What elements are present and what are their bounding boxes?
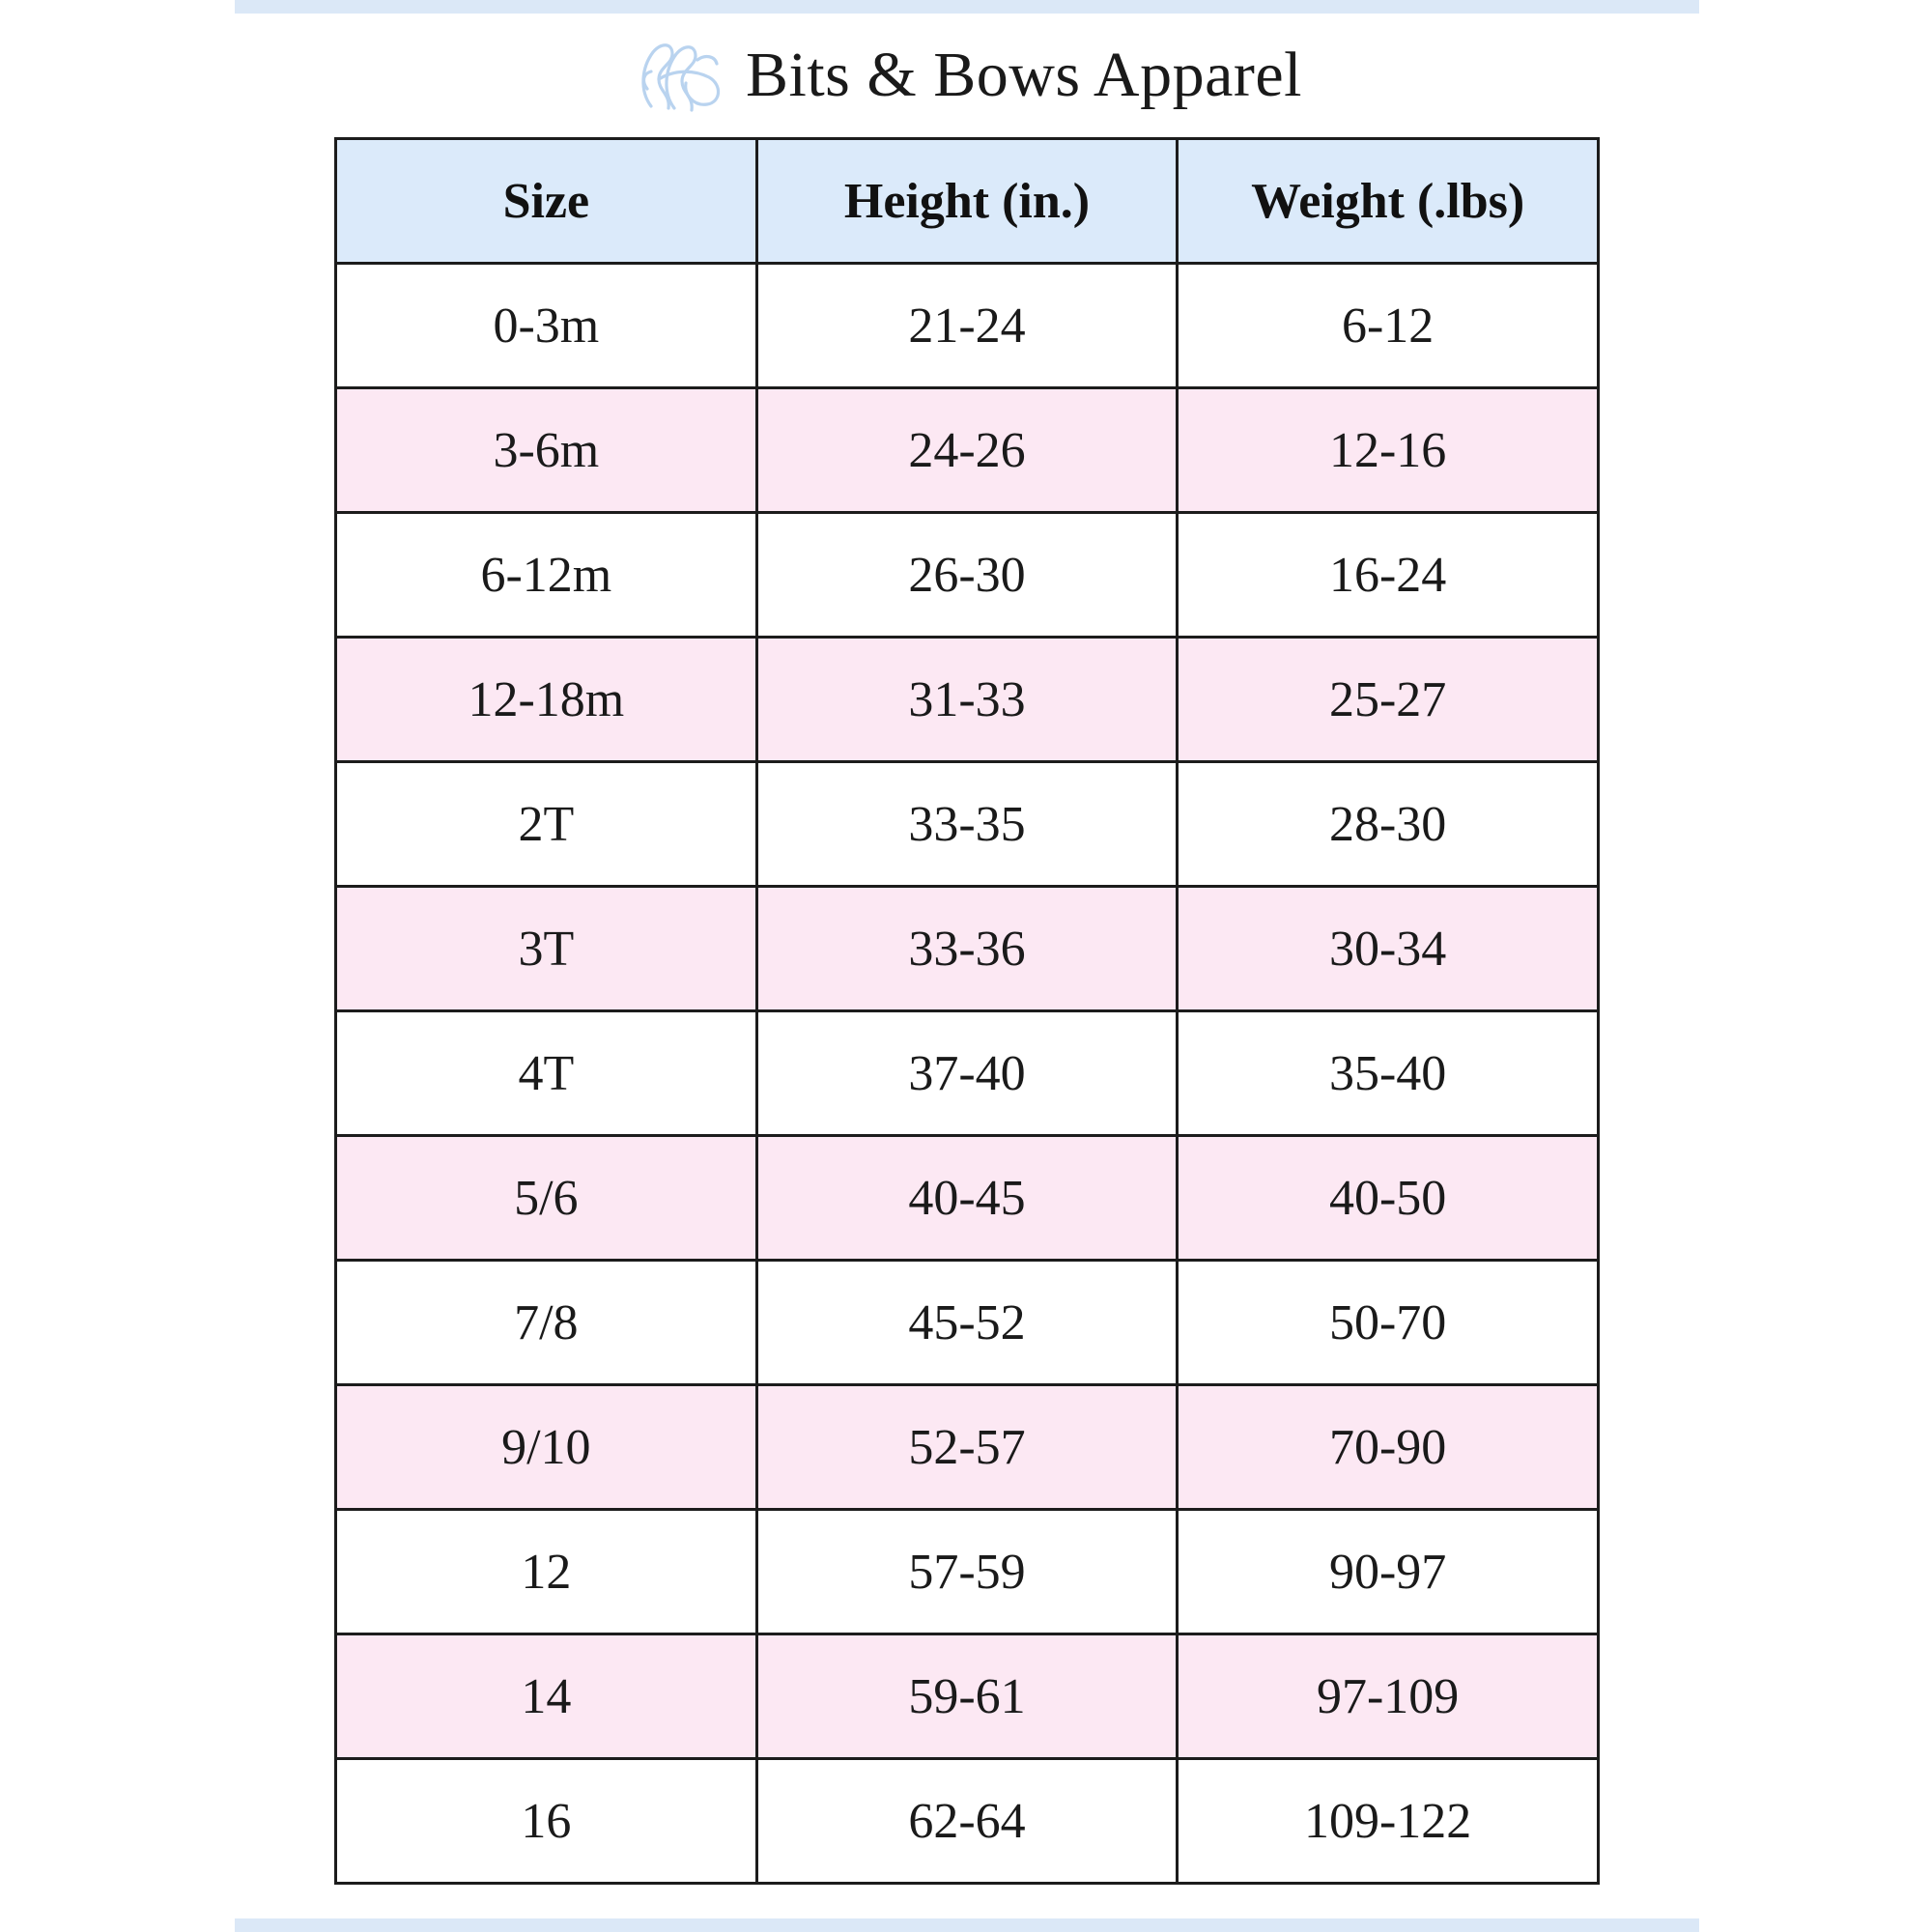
cell-height: 40-45 bbox=[756, 1136, 1178, 1261]
cell-height: 24-26 bbox=[756, 388, 1178, 513]
cell-weight: 12-16 bbox=[1178, 388, 1599, 513]
cell-weight: 28-30 bbox=[1178, 762, 1599, 887]
cell-size: 6-12m bbox=[336, 513, 757, 638]
cell-weight: 40-50 bbox=[1178, 1136, 1599, 1261]
cell-size: 9/10 bbox=[336, 1385, 757, 1510]
cell-size: 5/6 bbox=[336, 1136, 757, 1261]
table-row bbox=[336, 513, 1599, 638]
column-header-weight: Weight (.lbs) bbox=[1178, 139, 1599, 264]
cell-height: 57-59 bbox=[756, 1510, 1178, 1634]
cell-weight: 6-12 bbox=[1178, 264, 1599, 388]
cell-height: 45-52 bbox=[756, 1261, 1178, 1385]
cell-size: 12 bbox=[336, 1510, 757, 1634]
table-row bbox=[336, 1261, 1599, 1385]
bow-monogram-icon bbox=[630, 31, 730, 120]
cell-height: 26-30 bbox=[756, 513, 1178, 638]
cell-height: 31-33 bbox=[756, 638, 1178, 762]
cell-weight: 97-109 bbox=[1178, 1634, 1599, 1759]
cell-size: 12-18m bbox=[336, 638, 757, 762]
cell-height: 37-40 bbox=[756, 1011, 1178, 1136]
table-row bbox=[336, 1136, 1599, 1261]
column-header-height: Height (in.) bbox=[756, 139, 1178, 264]
cell-weight: 30-34 bbox=[1178, 887, 1599, 1011]
table-row bbox=[336, 1011, 1599, 1136]
cell-weight: 35-40 bbox=[1178, 1011, 1599, 1136]
table-row bbox=[336, 1385, 1599, 1510]
cell-size: 0-3m bbox=[336, 264, 757, 388]
cell-size: 7/8 bbox=[336, 1261, 757, 1385]
cell-height: 21-24 bbox=[756, 264, 1178, 388]
table-header-row bbox=[336, 139, 1599, 264]
table-row bbox=[336, 887, 1599, 1011]
cell-height: 33-35 bbox=[756, 762, 1178, 887]
cell-weight: 70-90 bbox=[1178, 1385, 1599, 1510]
brand-name: Bits & Bows Apparel bbox=[745, 40, 1302, 110]
table-row bbox=[336, 1510, 1599, 1634]
cell-size: 3T bbox=[336, 887, 757, 1011]
cell-height: 33-36 bbox=[756, 887, 1178, 1011]
cell-weight: 25-27 bbox=[1178, 638, 1599, 762]
cell-weight: 90-97 bbox=[1178, 1510, 1599, 1634]
cell-size: 16 bbox=[336, 1759, 757, 1884]
size-chart-table bbox=[334, 137, 1600, 1885]
cell-weight: 16-24 bbox=[1178, 513, 1599, 638]
cell-height: 59-61 bbox=[756, 1634, 1178, 1759]
cell-weight: 50-70 bbox=[1178, 1261, 1599, 1385]
cell-height: 52-57 bbox=[756, 1385, 1178, 1510]
table-row bbox=[336, 388, 1599, 513]
top-accent-band bbox=[235, 0, 1699, 14]
cell-height: 62-64 bbox=[756, 1759, 1178, 1884]
bottom-accent-band bbox=[235, 1918, 1699, 1932]
table-row bbox=[336, 762, 1599, 887]
table-row bbox=[336, 1634, 1599, 1759]
table-row bbox=[336, 264, 1599, 388]
cell-size: 4T bbox=[336, 1011, 757, 1136]
column-header-size: Size bbox=[336, 139, 757, 264]
cell-size: 3-6m bbox=[336, 388, 757, 513]
cell-size: 2T bbox=[336, 762, 757, 887]
cell-weight: 109-122 bbox=[1178, 1759, 1599, 1884]
table-row bbox=[336, 638, 1599, 762]
brand-header bbox=[0, 27, 1932, 124]
table-row bbox=[336, 1759, 1599, 1884]
cell-size: 14 bbox=[336, 1634, 757, 1759]
